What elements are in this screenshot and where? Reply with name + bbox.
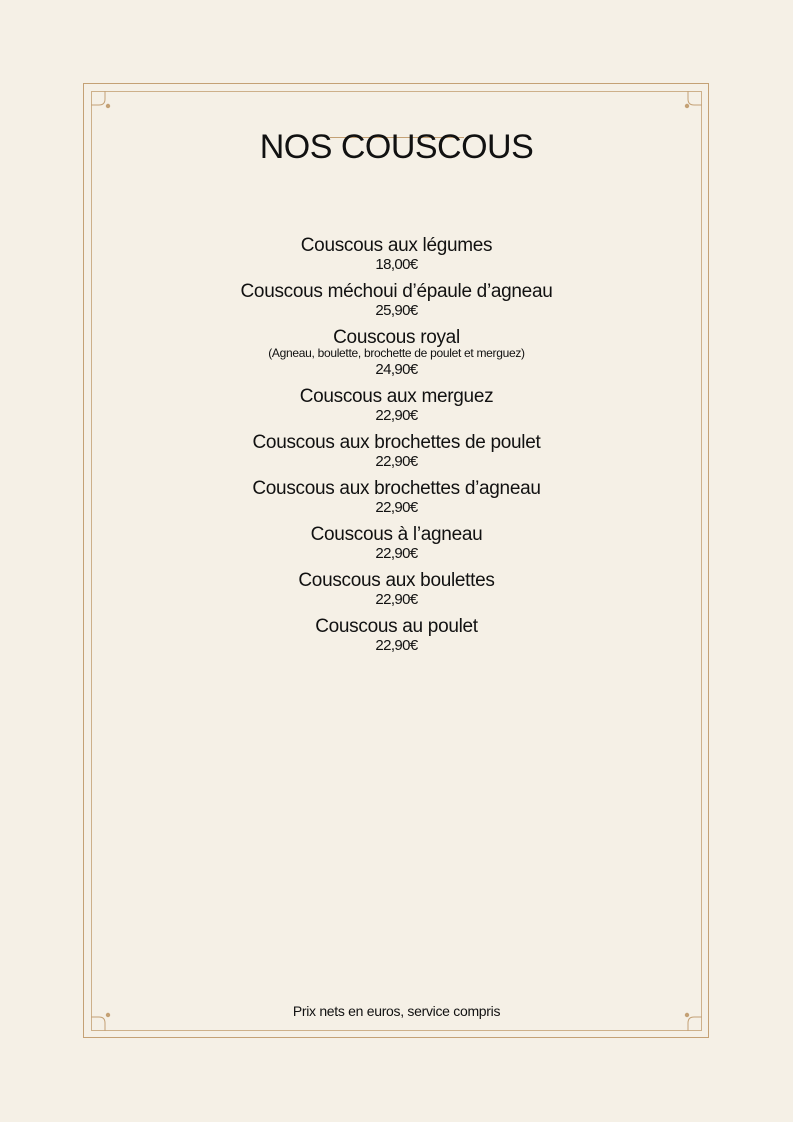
footer-note: Prix nets en euros, service compris <box>292 1003 501 1019</box>
menu-item <box>0 279 793 321</box>
menu-item-price: 25,90€ <box>375 302 418 319</box>
menu-item <box>0 614 793 656</box>
menu-item-name: Couscous aux merguez <box>299 386 494 407</box>
menu-list <box>0 233 793 660</box>
menu-item-price: 24,90€ <box>375 361 418 378</box>
menu-item-price: 22,90€ <box>375 637 418 654</box>
menu-item <box>0 233 793 275</box>
menu-item-price: 22,90€ <box>375 545 418 562</box>
menu-item-name: Couscous aux boulettes <box>298 570 495 591</box>
menu-item-name: Couscous méchoui d’épaule d’agneau <box>240 281 553 302</box>
menu-item-price: 22,90€ <box>375 407 418 424</box>
menu-item-price: 22,90€ <box>375 591 418 608</box>
menu-item <box>0 568 793 610</box>
menu-item <box>0 522 793 564</box>
menu-item-name: Couscous aux brochettes de poulet <box>252 432 541 453</box>
menu-item-name: Couscous aux brochettes d’agneau <box>252 478 541 499</box>
menu-item-description: (Agneau, boulette, brochette de poulet et merguez) <box>268 346 525 360</box>
corner-ornament-icon <box>91 91 125 125</box>
menu-item <box>0 325 793 380</box>
menu-item <box>0 430 793 472</box>
corner-ornament-icon <box>668 91 702 125</box>
menu-item-name: Couscous au poulet <box>315 616 478 637</box>
menu-item-price: 18,00€ <box>375 256 418 273</box>
menu-item <box>0 384 793 426</box>
page-title: NOS COUSCOUS <box>259 128 534 166</box>
menu-item <box>0 476 793 518</box>
menu-item-name: Couscous aux légumes <box>300 235 493 256</box>
menu-item-price: 22,90€ <box>375 453 418 470</box>
menu-item-name: Couscous à l’agneau <box>310 524 483 545</box>
menu-item-price: 22,90€ <box>375 499 418 516</box>
menu-item-name: Couscous royal <box>333 327 460 348</box>
